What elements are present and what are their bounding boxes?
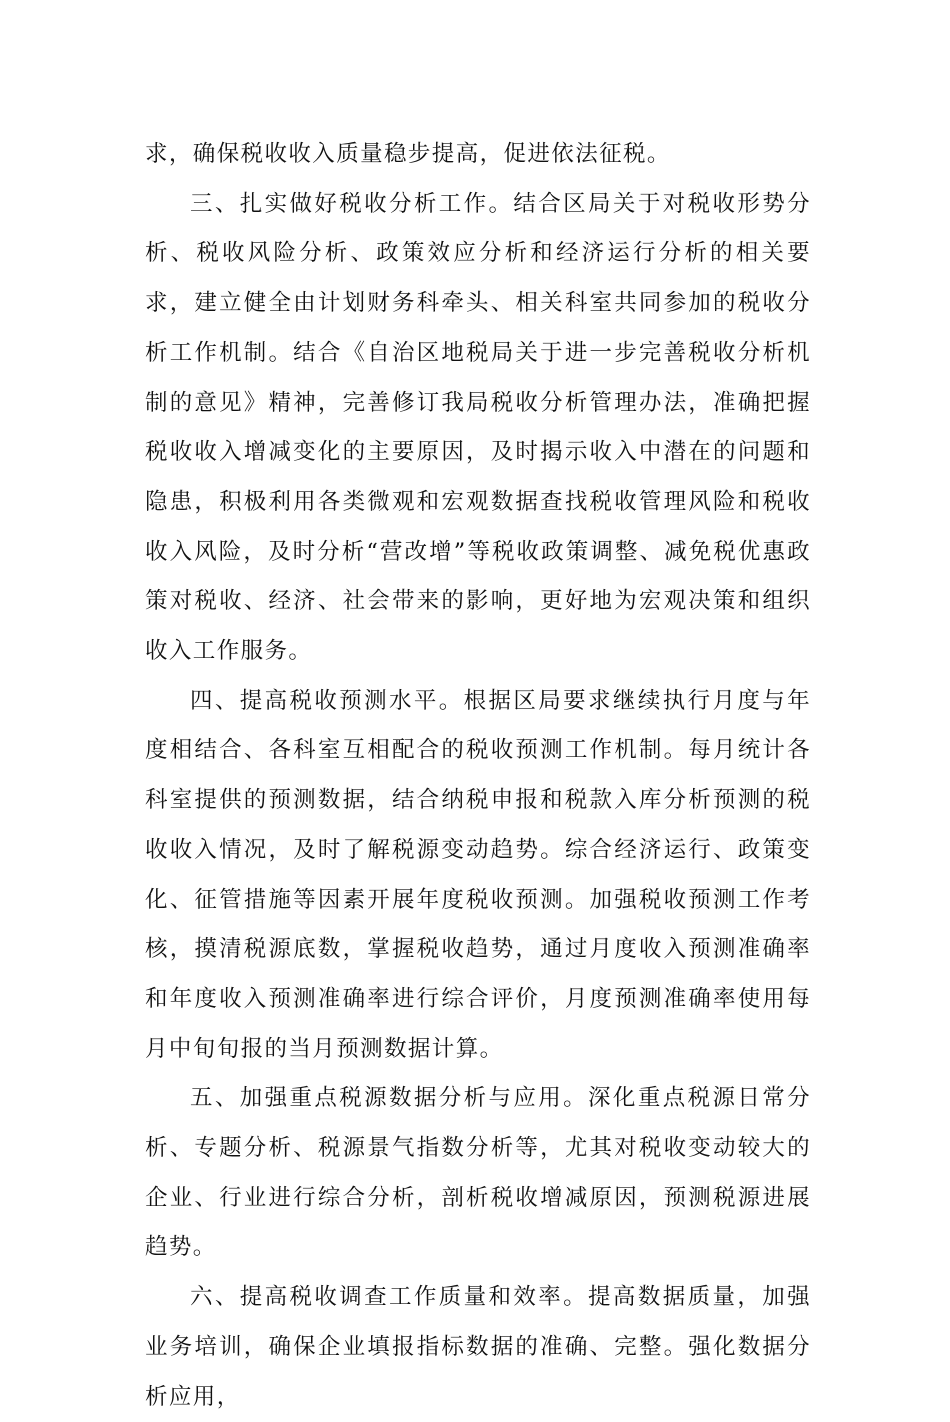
paragraph-section-4-tax-forecasting: 四、提高税收预测水平。根据区局要求继续执行月度与年度相结合、各科室互相配合的税收预测工作机制。每月统计各科室提供的预测数据，结合纳税申报和税款入库分析预测的税收收入情况，及时了解税源变动趋势。综合经济运行、政策变化、征管措施等因素开展年度税收预测。加强税收预测工作考核，摸清税源底数，掌握税收趋势，通过月度收入预测准确率和年度收入预测准确率进行综合评价，月度预测准确率使用每月中旬旬报的当月预测数据计算。: [145, 687, 811, 1062]
paragraph-section-5-key-tax-sources: 五、加强重点税源数据分析与应用。深化重点税源日常分析、专题分析、税源景气指数分析等，尤其对税收变动较大的企业、行业进行综合分析，剖析税收增减原因，预测税源进展趋势。: [145, 1085, 811, 1261]
paragraph-section-3-tax-analysis: 三、扎实做好税收分析工作。结合区局关于对税收形势分析、税收风险分析、政策效应分析和经济运行分析的相关要求，建立健全由计划财务科牵头、相关科室共同参加的税收分析工作机制。结合《自治区地税局关于进一步完善税收分析机制的意见》精神，完善修订我局税收分析管理办法，准确把握税收收入增减变化的主要原因，及时揭示收入中潜在的问题和隐患，积极利用各类微观和宏观数据查找税收管理风险和税收收入风险，及时分析“营改增”等税收政策调整、减免税优惠政策对税收、经济、社会带来的影响，更好地为宏观决策和组织收入工作服务。: [145, 190, 811, 665]
document-body: [145, 130, 811, 1422]
paragraph-continuation: 求，确保税收收入质量稳步提高，促进依法征税。: [145, 141, 671, 167]
paragraph-section-6-tax-survey: 六、提高税收调查工作质量和效率。提高数据质量，加强业务培训，确保企业填报指标数据的准确、完整。强化数据分析应用，: [145, 1284, 811, 1410]
